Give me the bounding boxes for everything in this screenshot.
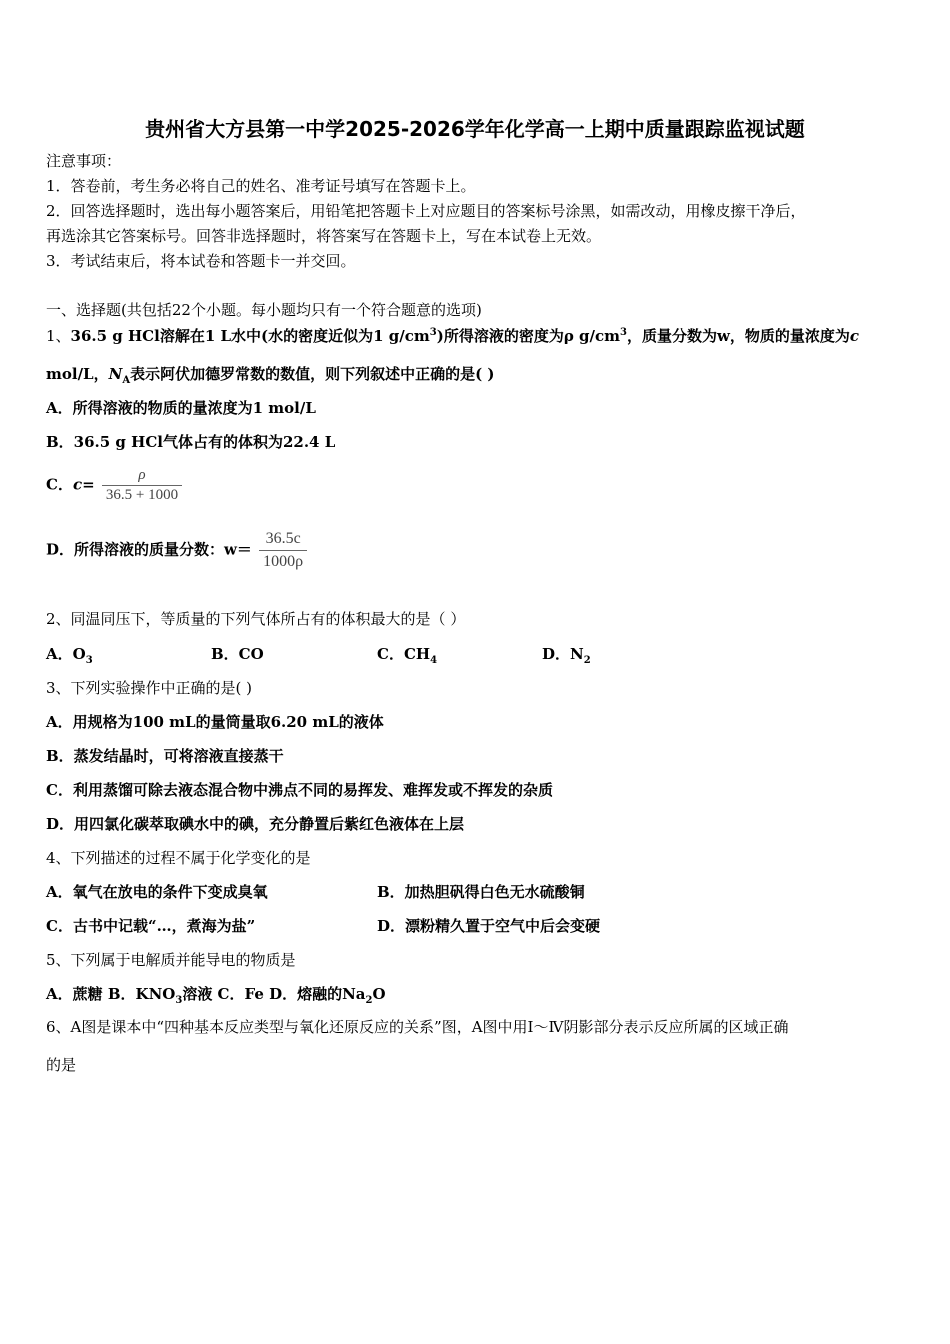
page-title: 贵州省大方县第一中学2025-2026学年化学高一上期中质量跟踪监视试题 — [145, 117, 805, 141]
q1-option-c-eq: = — [82, 475, 95, 494]
q1-option-c-fraction — [102, 466, 182, 505]
q1-stem-e: 表示阿伏加德罗常数的数值，则下列叙述中正确的是( ) — [130, 365, 495, 383]
notice-heading: 注意事项： — [46, 152, 122, 170]
q1-sup: 3 — [620, 327, 627, 338]
q1-stem-line1 — [46, 326, 859, 346]
q1-stem-c: ，质量分数为w，物质的量浓度为 — [626, 327, 850, 345]
fraction-denominator: 36.5 + 1000 — [102, 485, 182, 505]
q2-option-c — [377, 644, 437, 664]
q1-option-b: B．36.5 g HCl气体占有的体积为22.4 L — [46, 433, 336, 451]
q3-option-d: D．用四氯化碳萃取碘水中的碘，充分静置后紫红色液体在上层 — [46, 815, 465, 833]
q1-na-sub: A — [122, 375, 131, 386]
q1-option-c — [46, 466, 182, 505]
q2-option-a-text: A．O — [46, 645, 86, 663]
q3-stem: 3、下列实验操作中正确的是( ) — [46, 679, 253, 697]
q2-option-a — [46, 644, 93, 664]
q1-c-var: c — [849, 327, 860, 345]
q5-options-part: 溶液 C．Fe D．熔融的Na — [182, 985, 366, 1003]
notice-item: 3．考试结束后，将本试卷和答题卡一并交回。 — [46, 252, 356, 270]
q4-option-a: A．氧气在放电的条件下变成臭氧 — [46, 883, 268, 901]
q2-option-d-text: D．N — [542, 645, 584, 663]
q1-option-c-var: c — [72, 475, 83, 494]
q2-option-a-sub: 3 — [85, 655, 93, 666]
q5-options-part: A．蔗糖 B．KNO — [46, 985, 176, 1003]
q1-option-a: A．所得溶液的物质的量浓度为1 mol/L — [46, 399, 316, 417]
q1-option-d-fraction — [259, 528, 307, 573]
q2-stem: 2、同温同压下，等质量的下列气体所占有的体积最大的是（ ） — [46, 610, 466, 628]
q3-option-c: C．利用蒸馏可除去液态混合物中沸点不同的易挥发、难挥发或不挥发的杂质 — [46, 781, 553, 799]
q2-option-c-text: C．CH — [377, 645, 431, 663]
notice-item: 2．回答选择题时，选出每小题答案后，用铅笔把答题卡上对应题目的答案标号涂黑，如需改动，用橡皮擦干净后， — [46, 202, 806, 220]
q5-options-sub: 2 — [365, 995, 373, 1006]
q4-option-c: C．古书中记载“…，煮海为盐” — [46, 917, 256, 935]
q4-stem: 4、下列描述的过程不属于化学变化的是 — [46, 849, 311, 867]
q5-options — [46, 984, 386, 1004]
q1-option-c-label: C． — [46, 475, 73, 494]
q1-option-d-label: D．所得溶液的质量分数：w＝ — [46, 540, 252, 559]
q1-number: 1、 — [46, 327, 71, 345]
q4-option-b: B．加热胆矾得白色无水硫酸铜 — [377, 883, 585, 901]
notice-item: 1．答卷前，考生务必将自己的姓名、准考证号填写在答题卡上。 — [46, 177, 476, 195]
q1-stem-b: )所得溶液的密度为ρ g/cm — [436, 327, 621, 345]
q1-option-d — [46, 528, 307, 573]
q3-option-a: A．用规格为100 mL的量筒量取6.20 mL的液体 — [46, 713, 384, 731]
fraction-numerator: ρ — [138, 467, 146, 483]
q3-option-b: B．蒸发结晶时，可将溶液直接蒸干 — [46, 747, 284, 765]
q6-stem-line1: 6、A图是课本中“四种基本反应类型与氧化还原反应的关系”图，A图中用Ⅰ～Ⅳ阴影部分表示反应所属的区域正确 — [46, 1018, 789, 1036]
q1-na: N — [108, 365, 123, 383]
fraction-denominator: 1000ρ — [259, 550, 307, 573]
notice-item: 再选涂其它答案标号。回答非选择题时，将答案写在答题卡上，写在本试卷上无效。 — [46, 227, 602, 245]
q4-option-d: D．漂粉精久置于空气中后会变硬 — [377, 917, 601, 935]
q5-options-sub: 3 — [175, 995, 183, 1006]
q2-option-b: B．CO — [211, 645, 264, 663]
q5-stem: 5、下列属于电解质并能导电的物质是 — [46, 951, 296, 969]
fraction-numerator: 36.5c — [265, 530, 301, 547]
section-heading: 一、选择题(共包括22个小题。每小题均只有一个符合题意的选项) — [46, 301, 482, 319]
q2-option-d — [542, 644, 591, 664]
q1-stem-a: 36.5 g HCl溶解在1 L水中(水的密度近似为1 g/cm — [70, 327, 430, 345]
q2-option-d-sub: 2 — [583, 655, 591, 666]
q1-sup: 3 — [429, 327, 437, 338]
q6-stem-line2: 的是 — [46, 1056, 77, 1074]
q1-stem-line2 — [46, 364, 495, 384]
q2-option-c-sub: 4 — [430, 655, 438, 666]
q5-options-part: O — [372, 985, 386, 1003]
q1-stem-d: mol/L， — [46, 365, 109, 383]
